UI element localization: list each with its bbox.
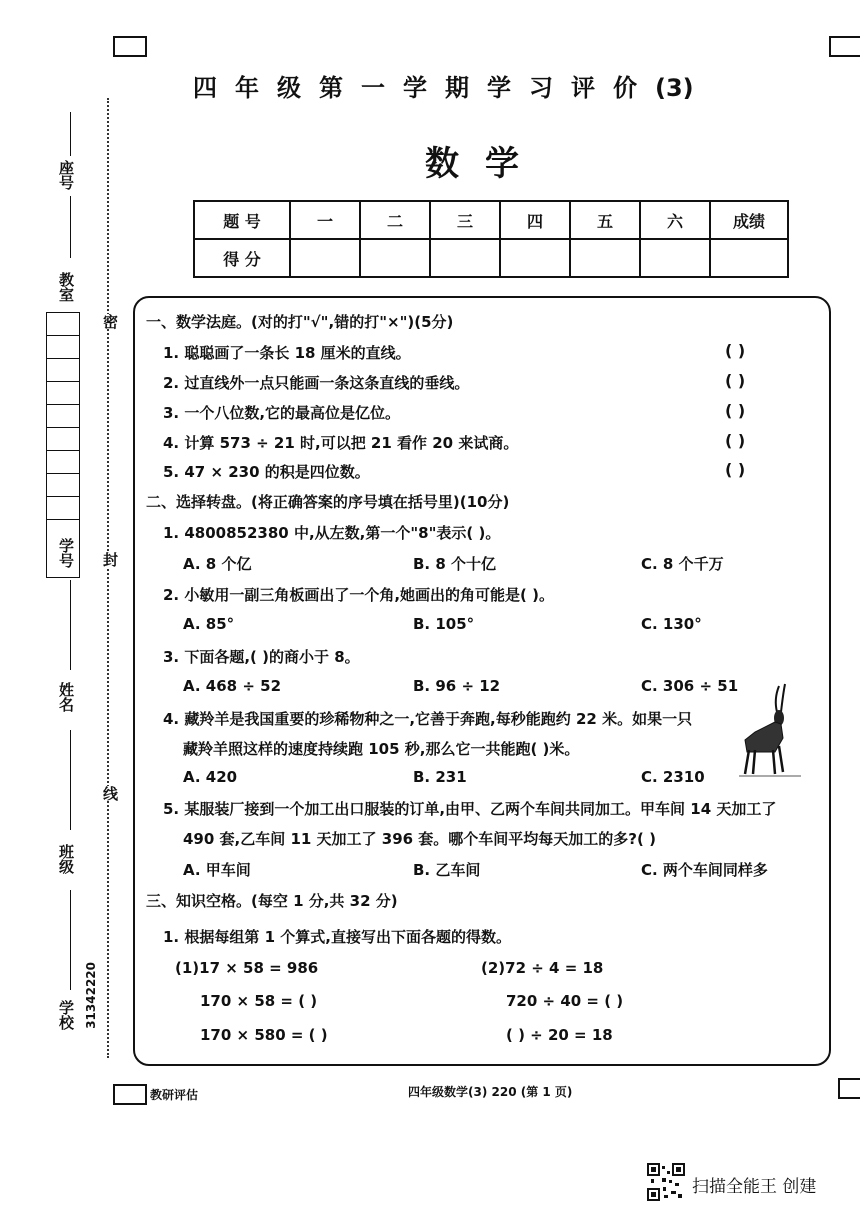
fill-question-1: 1. 根据每组第 1 个算式,直接写出下面各题的得数。 xyxy=(163,928,511,946)
score-input[interactable] xyxy=(710,239,788,277)
group2-item-a: 720 ÷ 40 = ( ) xyxy=(506,992,624,1010)
score-cell: 一 xyxy=(290,201,360,239)
group1-base-equation: (1)17 × 58 = 986 xyxy=(175,959,319,977)
answer-paren-1[interactable]: ( ) xyxy=(725,341,746,360)
answer-paren-3[interactable]: ( ) xyxy=(725,401,746,420)
name-underline-bottom xyxy=(70,730,71,830)
choice-question-1: 1. 4800852380 中,从左数,第一个"8"表示( )。 xyxy=(163,524,501,542)
section2-heading: 二、选择转盘。(将正确答案的序号填在括号里)(10分) xyxy=(146,493,510,511)
choice-q3-option-c: C. 306 ÷ 51 xyxy=(641,677,739,695)
seat-underline xyxy=(70,112,71,156)
room-label: 教室 xyxy=(57,272,75,302)
choice-question-5-line2: 490 套,乙车间 11 天加工了 396 套。哪个车间平均每天加工的多?( ) xyxy=(183,830,656,848)
choice-question-3: 3. 下面各题,( )的商小于 8。 xyxy=(163,648,360,666)
corner-mark-bottom-right xyxy=(838,1078,860,1099)
binding-dotted-line xyxy=(107,98,109,1058)
corner-mark-top-left xyxy=(113,36,147,57)
answer-paren-2[interactable]: ( ) xyxy=(725,371,746,390)
choice-q2-option-a: A. 85° xyxy=(183,615,235,633)
paper-code: 31342220 xyxy=(84,962,98,1029)
choice-q1-option-c: C. 8 个千万 xyxy=(641,555,724,573)
seal-char-3: 线 xyxy=(101,786,119,801)
seat-underline-lower xyxy=(70,196,71,258)
seat-label: 座号 xyxy=(57,160,75,190)
footer-review-label: 教研评估 xyxy=(150,1088,199,1102)
footer-page-info: 四年级数学(3) 220 (第 1 页) xyxy=(408,1085,573,1099)
choice-q4-option-b: B. 231 xyxy=(413,768,467,786)
choice-q2-option-b: B. 105° xyxy=(413,615,475,633)
judge-item-2: 2. 过直线外一点只能画一条这条直线的垂线。 xyxy=(163,374,470,392)
exam-title: 四年级第一学期学习评价(3) xyxy=(193,74,694,102)
name-label: 姓名 xyxy=(57,682,75,712)
choice-q1-option-b: B. 8 个十亿 xyxy=(413,555,497,573)
section1-heading: 一、数学法庭。(对的打"√",错的打"×")(5分) xyxy=(146,313,454,331)
score-cell: 四 xyxy=(500,201,570,239)
score-header-row xyxy=(194,201,788,239)
choice-q1-option-a: A. 8 个亿 xyxy=(183,555,252,573)
corner-mark-top-right xyxy=(829,36,860,57)
score-cell: 三 xyxy=(430,201,500,239)
score-table xyxy=(193,200,789,278)
group2-base-equation: (2)72 ÷ 4 = 18 xyxy=(481,959,604,977)
answer-paren-4[interactable]: ( ) xyxy=(725,431,746,450)
scanner-watermark-text: 扫描全能王 创建 xyxy=(692,1177,817,1197)
score-cell: 得 分 xyxy=(194,239,290,277)
judge-item-5: 5. 47 × 230 的积是四位数。 xyxy=(163,463,370,481)
group1-item-b: 170 × 580 = ( ) xyxy=(200,1026,328,1044)
section3-heading: 三、知识空格。(每空 1 分,共 32 分) xyxy=(146,892,398,910)
choice-question-4-line2: 藏羚羊照这样的速度持续跑 105 秒,那么它一共能跑( )米。 xyxy=(183,740,580,758)
school-label: 学校 xyxy=(57,1000,75,1030)
judge-item-4: 4. 计算 573 ÷ 21 时,可以把 21 看作 20 来试商。 xyxy=(163,434,519,452)
score-cell: 二 xyxy=(360,201,430,239)
judge-item-3: 3. 一个八位数,它的最高位是亿位。 xyxy=(163,404,401,422)
choice-question-4-line1: 4. 藏羚羊是我国重要的珍稀物种之一,它善于奔跑,每秒能跑约 22 米。如果一只 xyxy=(163,710,693,728)
judge-item-1: 1. 聪聪画了一条长 18 厘米的直线。 xyxy=(163,344,411,362)
choice-q5-option-a: A. 甲车间 xyxy=(183,861,251,879)
student-no-label: 学号 xyxy=(57,538,75,568)
score-cell: 题 号 xyxy=(194,201,290,239)
edition-number: (3) xyxy=(655,74,694,102)
choice-q2-option-c: C. 130° xyxy=(641,615,702,633)
choice-question-5-line1: 5. 某服装厂接到一个加工出口服装的订单,由甲、乙两个车间共同加工。甲车间 14 天加工了 xyxy=(163,800,777,818)
score-input[interactable] xyxy=(570,239,640,277)
seal-char-1: 密 xyxy=(101,314,119,329)
antelope-illustration xyxy=(735,682,805,782)
score-input[interactable] xyxy=(290,239,360,277)
choice-question-2: 2. 小敏用一副三角板画出了一个角,她画出的角可能是( )。 xyxy=(163,586,554,604)
qr-code-icon xyxy=(647,1163,685,1201)
corner-mark-bottom-left xyxy=(113,1084,147,1105)
score-cell: 五 xyxy=(570,201,640,239)
score-input[interactable] xyxy=(500,239,570,277)
choice-q4-option-a: A. 420 xyxy=(183,768,238,786)
score-cell: 六 xyxy=(640,201,710,239)
score-input[interactable] xyxy=(360,239,430,277)
class-underline xyxy=(70,890,71,990)
score-cell: 成绩 xyxy=(710,201,788,239)
choice-q5-option-c: C. 两个车间同样多 xyxy=(641,861,768,879)
choice-q3-option-b: B. 96 ÷ 12 xyxy=(413,677,501,695)
subject-title: 数学 xyxy=(425,144,545,184)
score-input[interactable] xyxy=(430,239,500,277)
name-underline-top xyxy=(70,580,71,670)
group1-item-a: 170 × 58 = ( ) xyxy=(200,992,318,1010)
answer-paren-5[interactable]: ( ) xyxy=(725,460,746,479)
group2-item-b: ( ) ÷ 20 = 18 xyxy=(506,1026,613,1044)
choice-q5-option-b: B. 乙车间 xyxy=(413,861,481,879)
score-input[interactable] xyxy=(640,239,710,277)
seal-char-2: 封 xyxy=(101,552,119,567)
class-label: 班级 xyxy=(57,844,75,874)
choice-q3-option-a: A. 468 ÷ 52 xyxy=(183,677,282,695)
choice-q4-option-c: C. 2310 xyxy=(641,768,705,786)
score-value-row xyxy=(194,239,788,277)
